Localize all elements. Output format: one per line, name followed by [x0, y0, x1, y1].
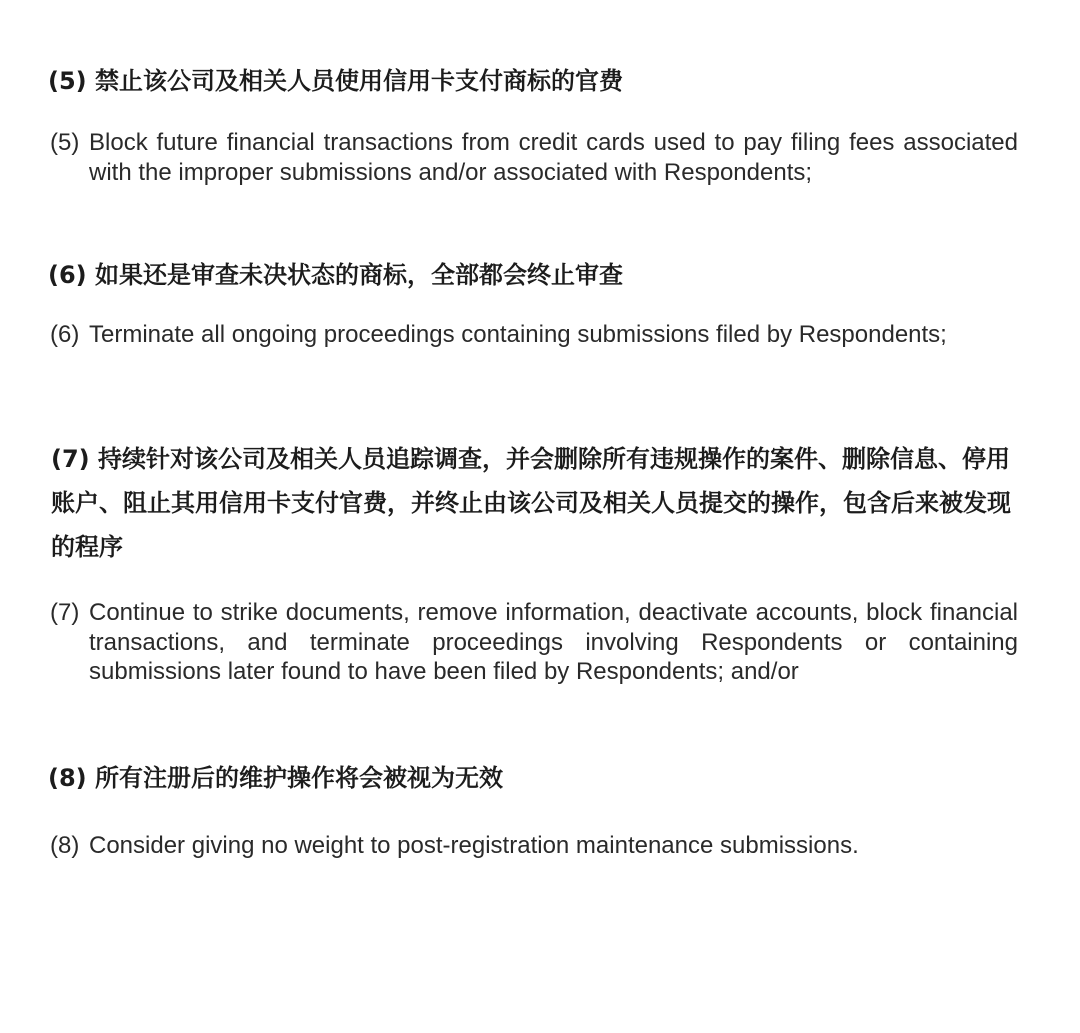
item-8-chinese-heading: (8) 所有注册后的维护操作将会被视为无效	[48, 764, 503, 792]
item-5-description: Block future financial transactions from credit cards used to pay filing fees associated with the improper submissions and/or associated with Respondents;	[89, 129, 1018, 186]
item-7-description: Continue to strike documents, remove information, deactivate accounts, block financial transactions, and terminate proceedings involving Respondents or containing submissions later found to have been filed by Respondents; and/or	[89, 599, 1018, 685]
item-6-description: Terminate all ongoing proceedings containing submissions filed by Respondents;	[89, 321, 947, 348]
item-5-chinese-heading: (5) 禁止该公司及相关人员使用信用卡支付商标的官费	[48, 67, 623, 95]
item-5-number: (5)	[50, 129, 80, 156]
item-7-chinese-heading: (7) 持续针对该公司及相关人员追踪调查，并会删除所有违规操作的案件、删除信息、停用账户、阻止其用信用卡支付官费，并终止由该公司及相关人员提交的操作，包含后来被发现的程序	[51, 445, 1011, 561]
item-8-english-text	[50, 831, 1018, 861]
item-6-number: (6)	[50, 321, 80, 348]
item-5-english-text	[50, 128, 1018, 187]
item-7-number: (7)	[50, 599, 80, 626]
item-8-number: (8)	[50, 832, 80, 859]
item-8-description: Consider giving no weight to post-registration maintenance submissions.	[89, 832, 859, 859]
item-6-chinese-heading: (6) 如果还是审查未决状态的商标，全部都会终止审查	[48, 261, 623, 289]
item-7-english-text	[50, 598, 1018, 687]
item-6-english-text	[50, 320, 1018, 350]
